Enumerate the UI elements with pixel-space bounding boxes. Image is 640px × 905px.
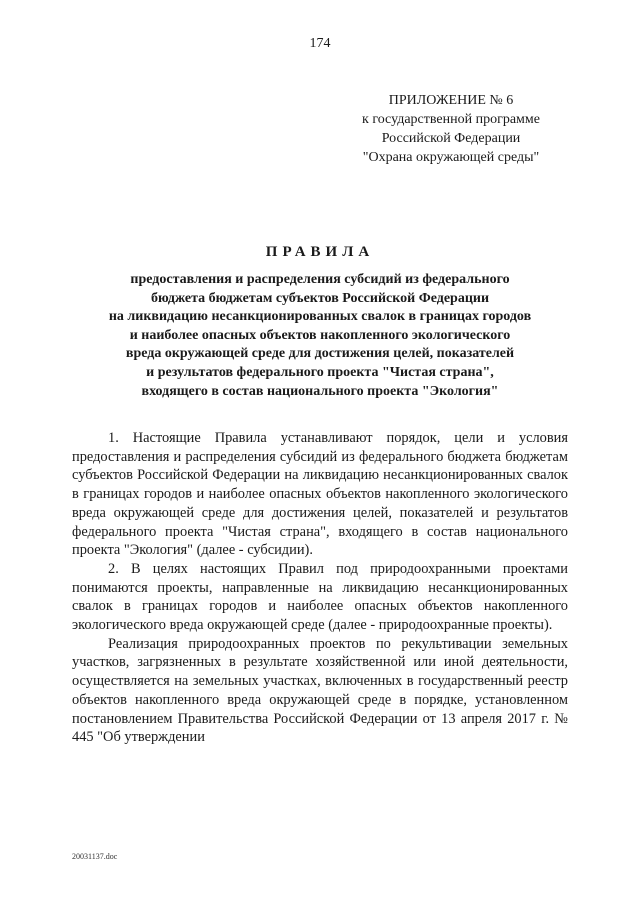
document-subtitle — [60, 271, 580, 401]
document-heading: ПРАВИЛА — [265, 244, 375, 260]
footer-file-code: 20031137.doc — [72, 852, 118, 861]
page-number: 174 — [309, 36, 331, 51]
subtitle-line: вреда окружающей среде для достижения целей, показателей — [125, 346, 515, 362]
subtitle-line: входящего в состав национального проекта "Экология" — [141, 383, 499, 399]
appendix-line: Российской Федерации — [381, 131, 521, 146]
paragraph-2: 2. В целях настоящих Правил под природоохранными проектами понимаются проекты, направленные на ликвидацию несанкционированных свалок в границах городов и наиболее опасных объектов накопленного экологического вреда окружающей среде (далее - природоохранные проекты). — [72, 560, 568, 634]
appendix-line: к государственной программе — [362, 112, 540, 127]
appendix-block — [326, 91, 576, 167]
appendix-line: "Охрана окружающей среды" — [362, 150, 540, 165]
subtitle-line: на ликвидацию несанкционированных свалок в границах городов — [108, 309, 532, 325]
subtitle-line: и наиболее опасных объектов накопленного экологического — [129, 327, 511, 343]
appendix-title: ПРИЛОЖЕНИЕ № 6 — [388, 93, 514, 108]
subtitle-line: и результатов федерального проекта "Чистая страна", — [146, 364, 494, 380]
paragraph-3: Реализация природоохранных проектов по рекультивации земельных участков, загрязненных в результате хозяйственной или иной деятельности, осуществляется на земельных участках, включенных в государственный реестр объектов накопленного вреда окружающей среде в порядке, установленном постановлением Правительства Российской Федерации от 13 апреля 2017 г. № 445 "Об утверждении — [72, 635, 568, 746]
paragraph-1: 1. Настоящие Правила устанавливают порядок, цели и условия предоставления и распределения субсидий из федерального бюджета бюджетам субъектов Российской Федерации на ликвидацию несанкционированных свалок в границах городов и наиболее опасных объектов накопленного экологического вреда окружающей среде для достижения целей, показателей и результатов федерального проекта "Чистая страна", входящего в состав национального проекта "Экология" (далее - субсидии). — [72, 430, 568, 559]
subtitle-line: предоставления и распределения субсидий из федерального — [130, 272, 510, 287]
document-body — [72, 429, 568, 747]
subtitle-line: бюджета бюджетам субъектов Российской Федерации — [150, 290, 490, 306]
